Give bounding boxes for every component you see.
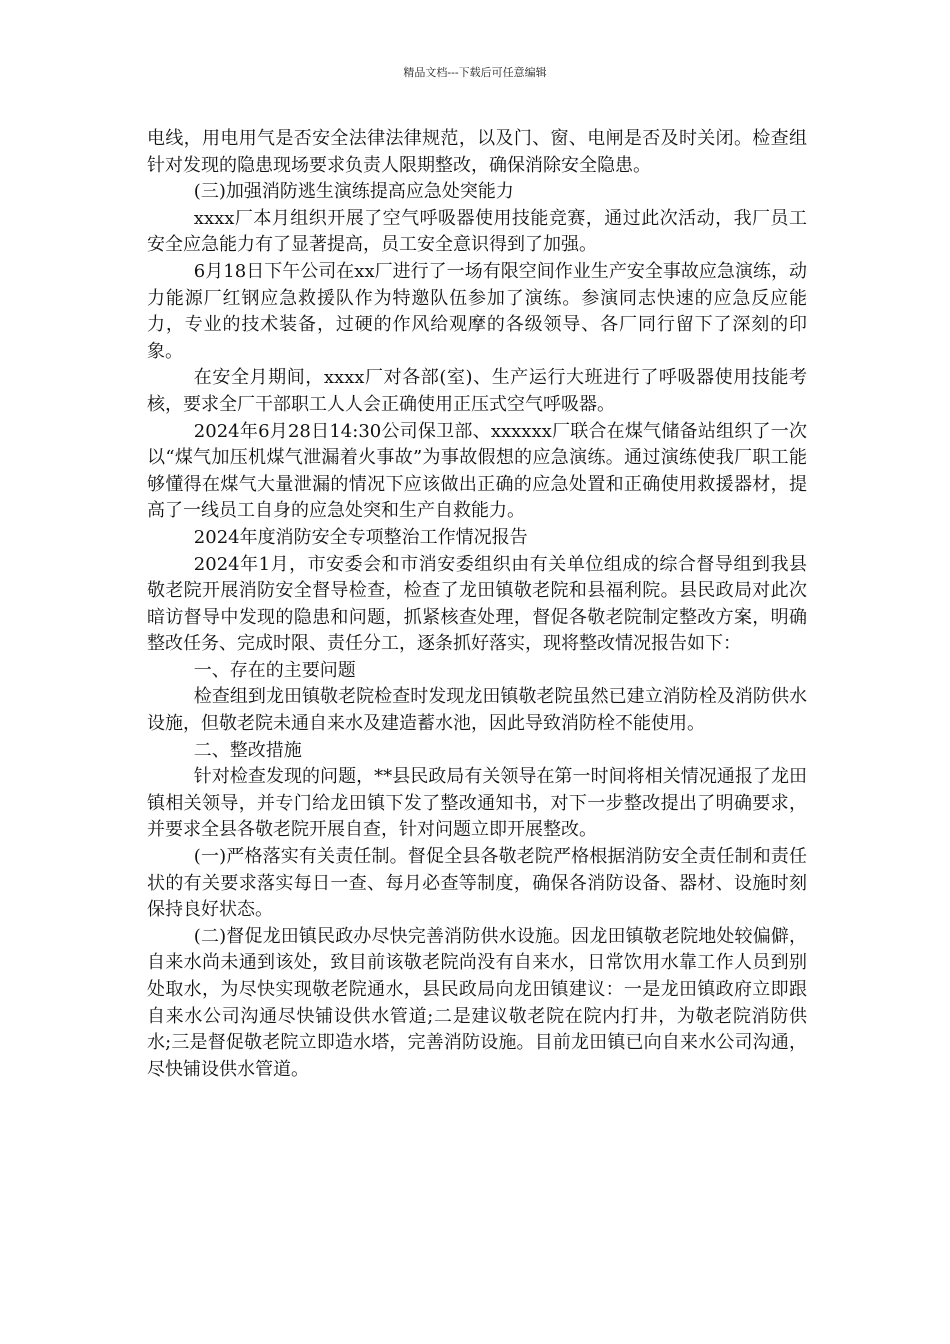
paragraph: 检查组到龙田镇敬老院检查时发现龙田镇敬老院虽然已建立消防栓及消防供水设施，但敬老院未通自来水及建造蓄水池，因此导致消防栓不能使用。 [147,686,807,735]
page-header: 精品文档---下载后可任意编辑 [403,66,547,79]
document-body [147,126,807,1083]
paragraph-continued: 电线，用电用气是否安全法律法律规范，以及门、窗、电闸是否及时关闭。检查组针对发现的隐患现场要求负责人限期整改，确保消除安全隐患。 [147,128,807,176]
paragraph: xxxx厂本月组织开展了空气呼吸器使用技能竞赛，通过此次活动，我厂员工安全应急能力有了显著提高，员工安全意识得到了加强。 [147,207,807,256]
section-heading: (三)加强消防逃生演练提高应急处突能力 [193,181,514,203]
paragraph: 在安全月期间，xxxx厂对各部(室)、生产运行大班进行了呼吸器使用技能考核，要求全厂干部职工人人会正确使用正压式空气呼吸器。 [147,367,807,415]
paragraph: 6月18日下午公司在xx厂进行了一场有限空间作业生产安全事故应急演练，动力能源厂红钢应急救援队作为特邀队伍参加了演练。参演同志快速的应急反应能力，专业的技术装备，过硬的作风给观摩的各级领导、各厂同行留下了深刻的印象。 [147,260,807,362]
paragraph: 2024年1月，市安委会和市消安委组织由有关单位组成的综合督导组到我县敬老院开展消防安全督导检查，检查了龙田镇敬老院和县福利院。县民政局对此次暗访督导中发现的隐患和问题，抓紧核查处理，督促各敬老院制定整改方案，明确整改任务、完成时限、责任分工，逐条抓好落实，现将整改情况报告如下： [147,553,807,655]
paragraph: 2024年6月28日14:30公司保卫部、xxxxxx厂联合在煤气储备站组织了一次以“煤气加压机煤气泄漏着火事故”为事故假想的应急演练。通过演练使我厂职工能够懂得在煤气大量泄漏的情况下应该做出正确的应急处置和正确使用救援器材，提高了一线员工自身的应急处突和生产自救能力。 [147,420,807,522]
paragraph: (一)严格落实有关责任制。督促全县各敬老院严格根据消防安全责任制和责任状的有关要求落实每日一查、每月必查等制度，确保各消防设备、器材、设施时刻保持良好状态。 [147,846,807,921]
section-heading: 一、存在的主要问题 [193,659,356,681]
section-heading: 二、整改措施 [193,739,302,761]
paragraph: (二)督促龙田镇民政办尽快完善消防供水设施。因龙田镇敬老院地处较偏僻，自来水尚未通到该处，致目前该敬老院尚没有自来水，日常饮用水靠工作人员到别处取水，为尽快实现敬老院通水，县民政局向龙田镇建议：一是龙田镇政府立即跟自来水公司沟通尽快铺设供水管道;二是建议敬老院在院内打井，为敬老院消防供水;三是督促敬老院立即造水塔，完善消防设施。目前龙田镇已向自来水公司沟通，尽快铺设供水管道。 [147,925,807,1080]
report-title: 2024年度消防安全专项整治工作情况报告 [193,526,528,548]
paragraph: 针对检查发现的问题，**县民政局有关领导在第一时间将相关情况通报了龙田镇相关领导，并专门给龙田镇下发了整改通知书，对下一步整改提出了明确要求，并要求全县各敬老院开展自查，针对问题立即开展整改。 [147,766,807,841]
